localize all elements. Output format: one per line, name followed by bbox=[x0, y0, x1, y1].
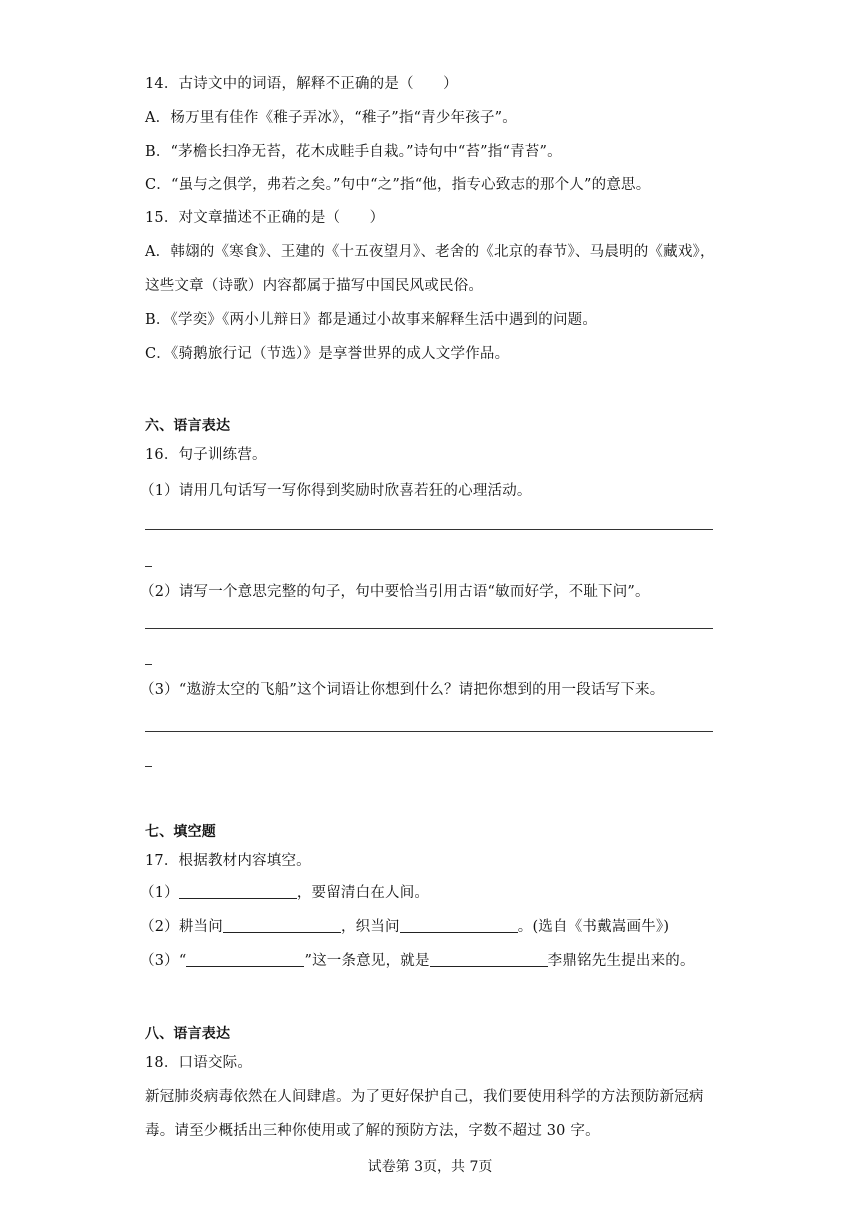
fill-3-suffix: 李鼎铭先生提出来的。 bbox=[547, 953, 695, 969]
q18-body-line2: 毒。请至少概括出三种你使用或了解的预防方法，字数不超过 30 字。 bbox=[145, 1123, 600, 1139]
q17-fill-2 bbox=[140, 917, 669, 937]
q14-option-c: C．“虽与之俱学，弗若之矣。”句中“之”指“他，指专心致志的那个人”的意思。 bbox=[145, 177, 651, 193]
fill-1-prefix: （1） bbox=[140, 885, 179, 901]
q17-stem: 17．根据教材内容填空。 bbox=[145, 853, 311, 869]
q18-stem: 18．口语交际。 bbox=[145, 1055, 253, 1071]
section-6-title: 六、语言表达 bbox=[145, 418, 231, 434]
fill-2-suffix: 。(选自《书戴嵩画牛》) bbox=[517, 919, 670, 935]
fill-1-suffix: ，要留清白在人间。 bbox=[296, 885, 430, 901]
q16-part3: （3）“遨游太空的飞船”这个词语让你想到什么？请把你想到的用一段话写下来。 bbox=[140, 682, 665, 698]
fill-3-prefix: （3）“ bbox=[140, 953, 187, 969]
answer-line-end bbox=[145, 766, 152, 767]
fill-blank[interactable] bbox=[430, 952, 548, 967]
fill-2-prefix: （2）耕当问 bbox=[140, 919, 223, 935]
fill-blank[interactable] bbox=[179, 884, 297, 899]
q15-stem: 15．对文章描述不正确的是（ ） bbox=[145, 210, 385, 226]
answer-line bbox=[145, 529, 713, 530]
answer-line bbox=[145, 628, 713, 629]
q14-option-a: A．杨万里有佳作《稚子弄冰》，“稚子”指“青少年孩子”。 bbox=[145, 110, 517, 126]
q15-option-b: B．《学奕》《两小儿辩日》都是通过小故事来解释生活中遇到的问题。 bbox=[145, 312, 598, 328]
q15-option-a-line2: 这些文章（诗歌）内容都属于描写中国民风或民俗。 bbox=[145, 278, 484, 294]
q16-part2: （2）请写一个意思完整的句子，句中要恰当引用古语“敏而好学，不耻下问”。 bbox=[140, 584, 650, 600]
q15-option-a-line1: A．韩翃的《寒食》、王建的《十五夜望月》、老舍的《北京的春节》、马晨明的《藏戏》， bbox=[145, 244, 715, 260]
page-footer: 试卷第 3页，共 7页 bbox=[367, 1159, 493, 1175]
fill-blank[interactable] bbox=[223, 918, 341, 933]
q14-option-b: B．“茅檐长扫净无苔，花木成畦手自栽。”诗句中“苔”指“青苔”。 bbox=[145, 144, 562, 160]
fill-blank[interactable] bbox=[400, 918, 518, 933]
section-8-title: 八、语言表达 bbox=[145, 1026, 231, 1042]
q16-part1: （1）请用几句话写一写你得到奖励时欣喜若狂的心理活动。 bbox=[140, 483, 532, 499]
q17-fill-1 bbox=[140, 883, 429, 903]
fill-3-middle: ”这一条意见，就是 bbox=[304, 953, 430, 969]
answer-line-end bbox=[145, 664, 152, 665]
fill-2-middle: ，织当问 bbox=[340, 919, 400, 935]
section-7-title: 七、填空题 bbox=[145, 824, 216, 840]
fill-blank[interactable] bbox=[186, 952, 304, 967]
q14-stem: 14．古诗文中的词语，解释不正确的是（ ） bbox=[145, 76, 458, 92]
q17-fill-3 bbox=[140, 951, 695, 971]
q16-stem: 16．句子训练营。 bbox=[145, 447, 267, 463]
q18-body-line1: 新冠肺炎病毒依然在人间肆虐。为了更好保护自己，我们要使用科学的方法预防新冠病 bbox=[145, 1089, 704, 1105]
answer-line bbox=[145, 731, 713, 732]
q15-option-c: C．《骑鹅旅行记（节选）》是享誉世界的成人文学作品。 bbox=[145, 346, 510, 362]
answer-line-end bbox=[145, 566, 152, 567]
